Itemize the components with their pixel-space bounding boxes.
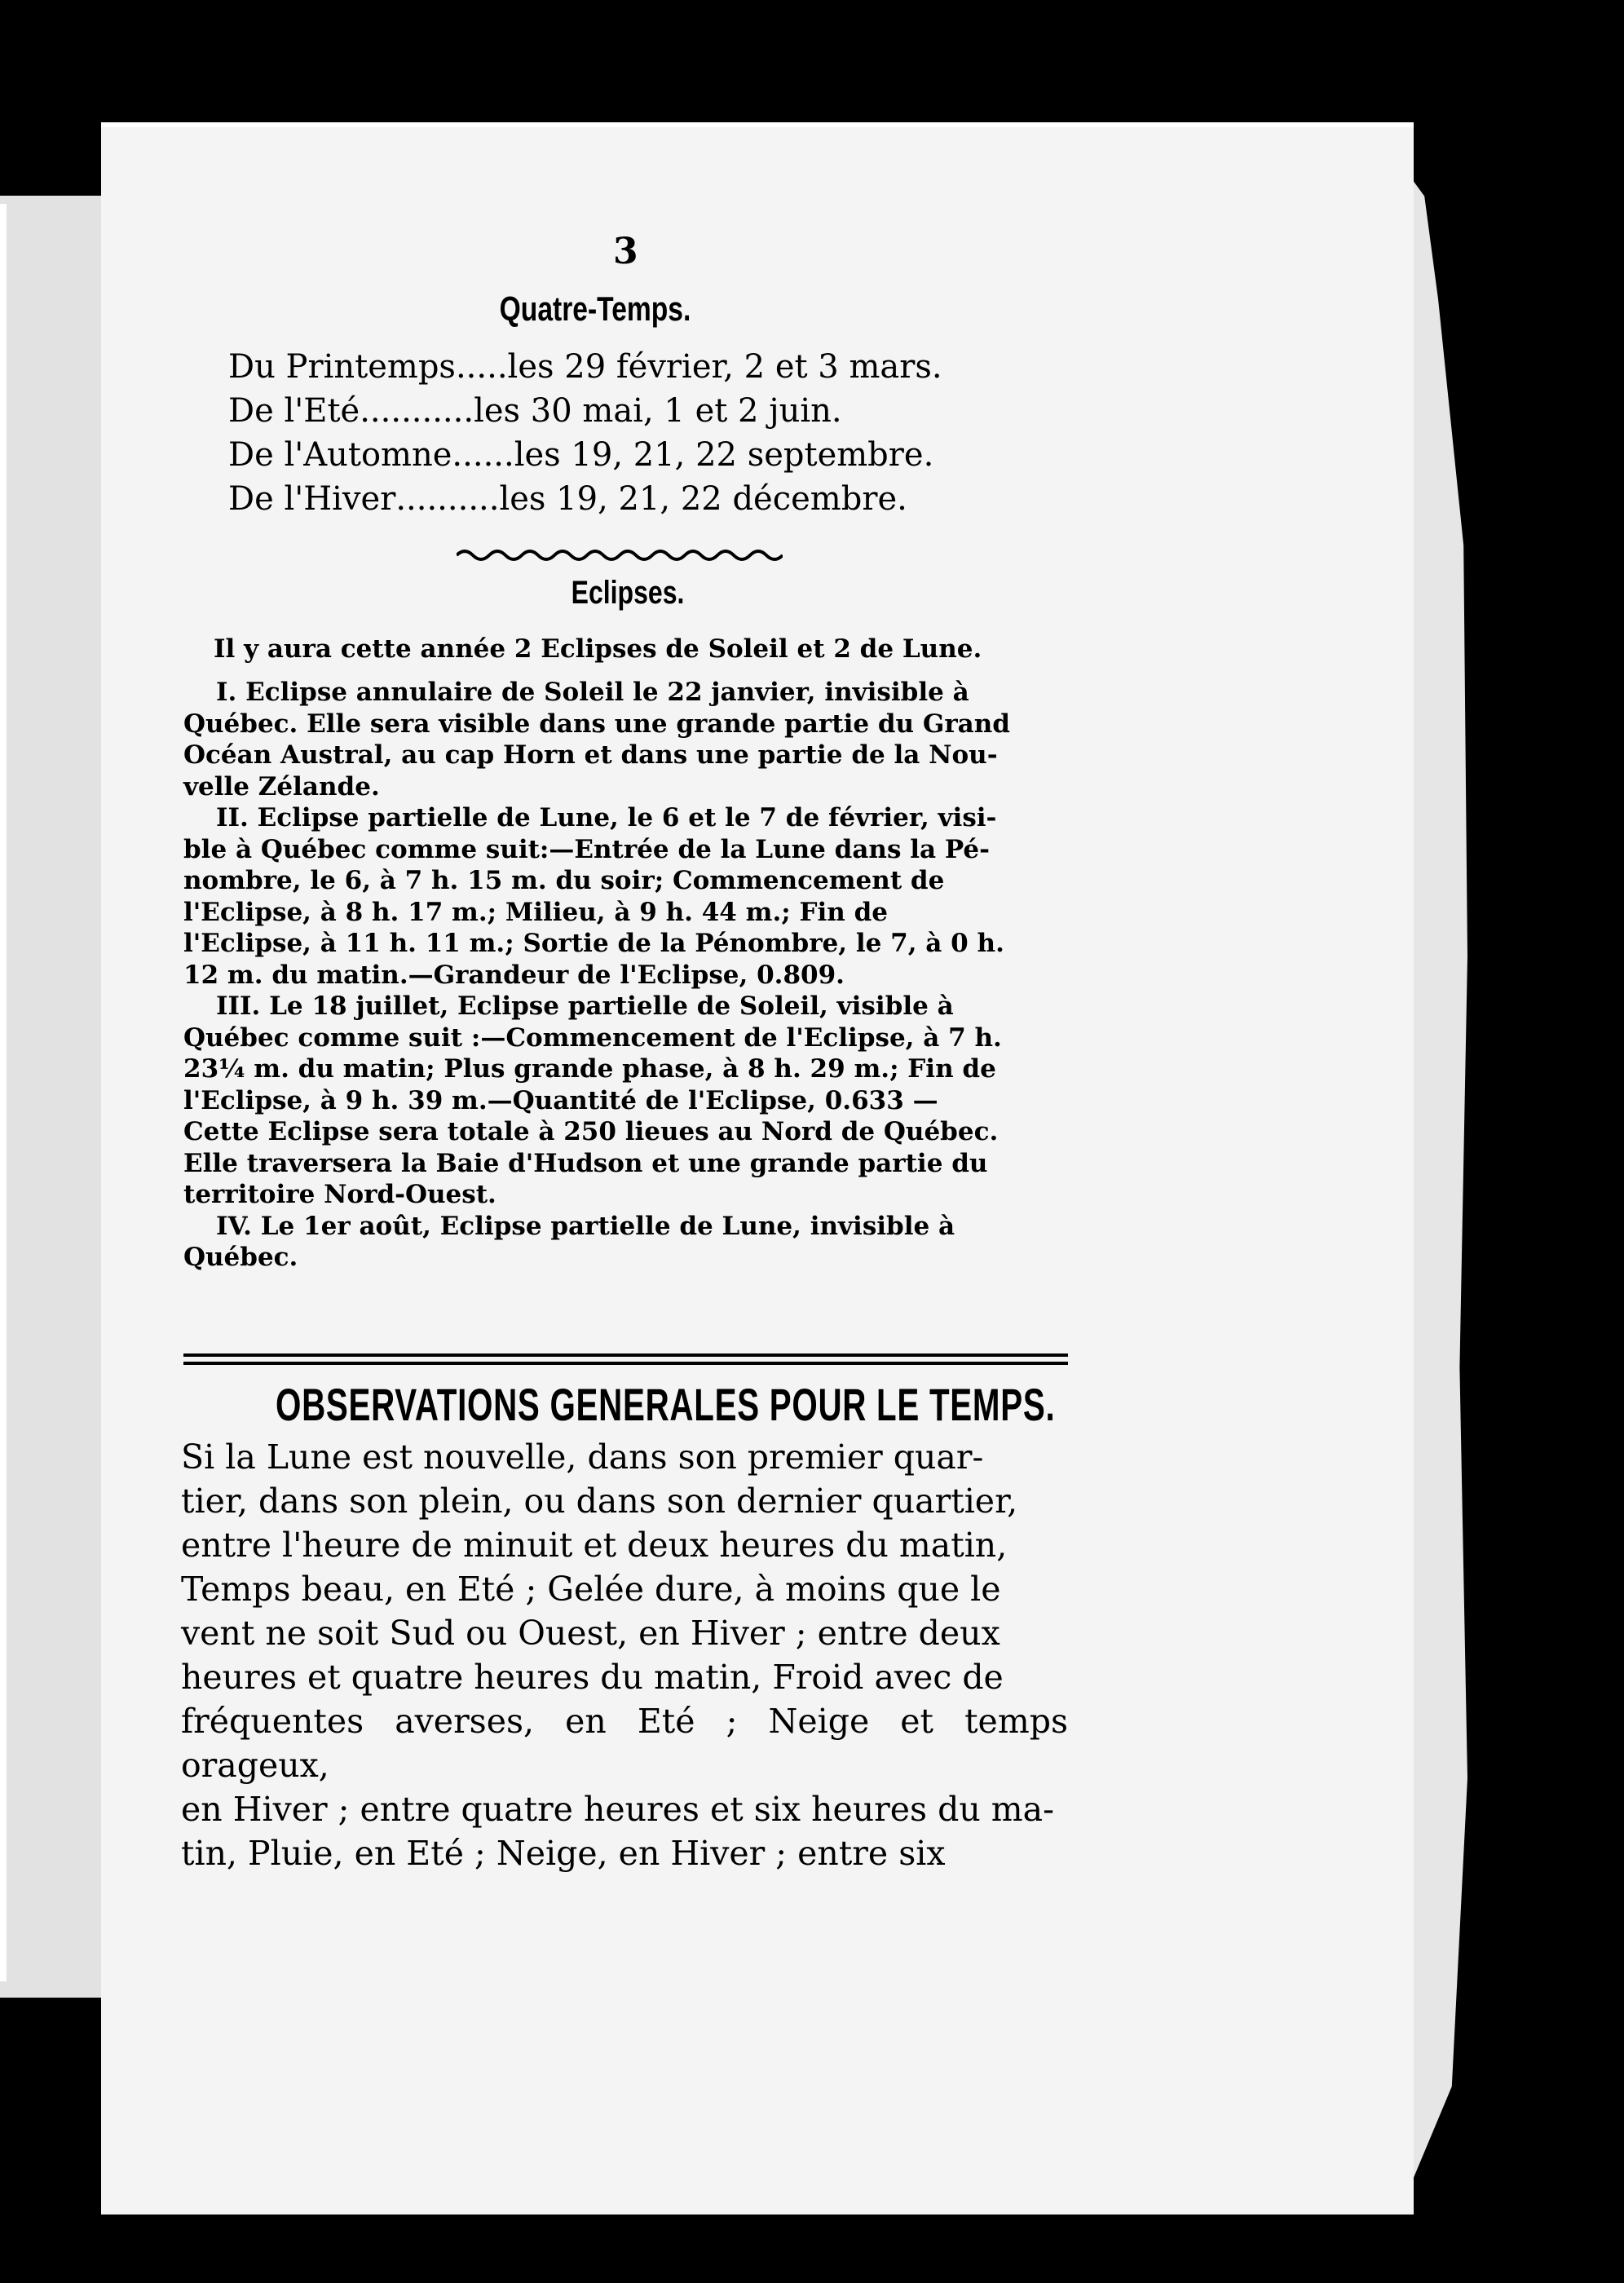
- eclipse-paragraph: III. Le 18 juillet, Eclipse partielle de Soleil, visible à Québec comme suit :—Commencement de l'Eclipse, à 7 h. 23¼ m. du matin; Plus grande phase, à 8 h. 29 m.; Fin de l'Eclipse, à 9 h. 39 m.—Quantité de l'Eclipse, 0.633 — Cette Eclipse sera totale à 250 lieues au Nord de Québec. Elle traversera la Baie d'Hudson et une grande partie du territoire Nord-Ouest.: [183, 991, 1002, 1209]
- wavy-rule-divider: [457, 546, 783, 564]
- quatre-temps-title: Quatre-Temps.: [499, 289, 691, 328]
- leader-dots: ..........: [395, 480, 500, 518]
- quatre-temps-row: [228, 389, 1052, 433]
- leader-dots: .....: [455, 348, 508, 386]
- eclipse-paragraph: IV. Le 1er août, Eclipse partielle de Lune, invisible à Québec.: [183, 1211, 955, 1272]
- facing-page-edge: [0, 196, 106, 1998]
- quatre-temps-list: [228, 345, 1052, 521]
- eclipse-paragraph: II. Eclipse partielle de Lune, le 6 et le 7 de février, visi- ble à Québec comme suit:—Entrée de la Lune dans la Pé- nombre, le 6, à 7 h. 15 m. du soir; Commencement de l'Eclipse, à 8 h. 17 m.; Milieu, à 9 h. 44 m.; Fin de l'Eclipse, à 11 h. 11 m.; Sortie de la Pénombre, le 7, à 0 h. 12 m. du matin.—Grandeur de l'Eclipse, 0.809.: [183, 803, 1004, 990]
- eclipses-list: [183, 677, 1064, 1274]
- leader-dots: ......: [452, 436, 514, 474]
- season-label: Du Printemps: [228, 348, 456, 386]
- season-dates: les 19, 21, 22 septembre.: [514, 436, 934, 474]
- season-label: De l'Hiver: [228, 480, 396, 518]
- double-rule-divider: [183, 1353, 1068, 1365]
- eclipses-intro: Il y aura cette année 2 Eclipses de Soleil et 2 de Lune.: [214, 634, 982, 664]
- season-dates: les 19, 21, 22 décembre.: [499, 480, 907, 518]
- season-label: De l'Automne: [228, 436, 452, 474]
- facing-page-border: [0, 204, 7, 1981]
- season-label: De l'Eté: [228, 392, 360, 430]
- page-number: 3: [613, 231, 638, 272]
- season-dates: les 30 mai, 1 et 2 juin.: [474, 392, 842, 430]
- observations-text: Si la Lune est nouvelle, dans son premier quar- tier, dans son plein, ou dans son dernier quartier, entre l'heure de minuit et deux heures du matin, Temps beau, en Eté ; Gelée dure, à moins que le vent ne soit Sud ou Ouest, en Hiver ; entre deux heures et quatre heures du matin, Froid avec de fréquentes averses, en Eté ; Neige et temps orageux, en Hiver ; entre quatre heures et six heures du ma- tin, Pluie, en Eté ; Neige, en Hiver ; entre six: [181, 1437, 1068, 1873]
- quatre-temps-row: [228, 433, 1052, 477]
- eclipses-title: Eclipses.: [571, 575, 685, 611]
- quatre-temps-row: [228, 345, 1052, 389]
- observations-title: OBSERVATIONS GENERALES POUR LE TEMPS.: [275, 1379, 1056, 1430]
- season-dates: les 29 février, 2 et 3 mars.: [507, 348, 942, 386]
- eclipse-paragraph: I. Eclipse annulaire de Soleil le 22 janvier, invisible à Québec. Elle sera visible dans une grande partie du Grand Océan Austral, au cap Horn et dans une partie de la Nou- velle Zélande.: [183, 678, 1010, 801]
- quatre-temps-row: [228, 477, 1052, 521]
- leader-dots: ...........: [360, 392, 474, 430]
